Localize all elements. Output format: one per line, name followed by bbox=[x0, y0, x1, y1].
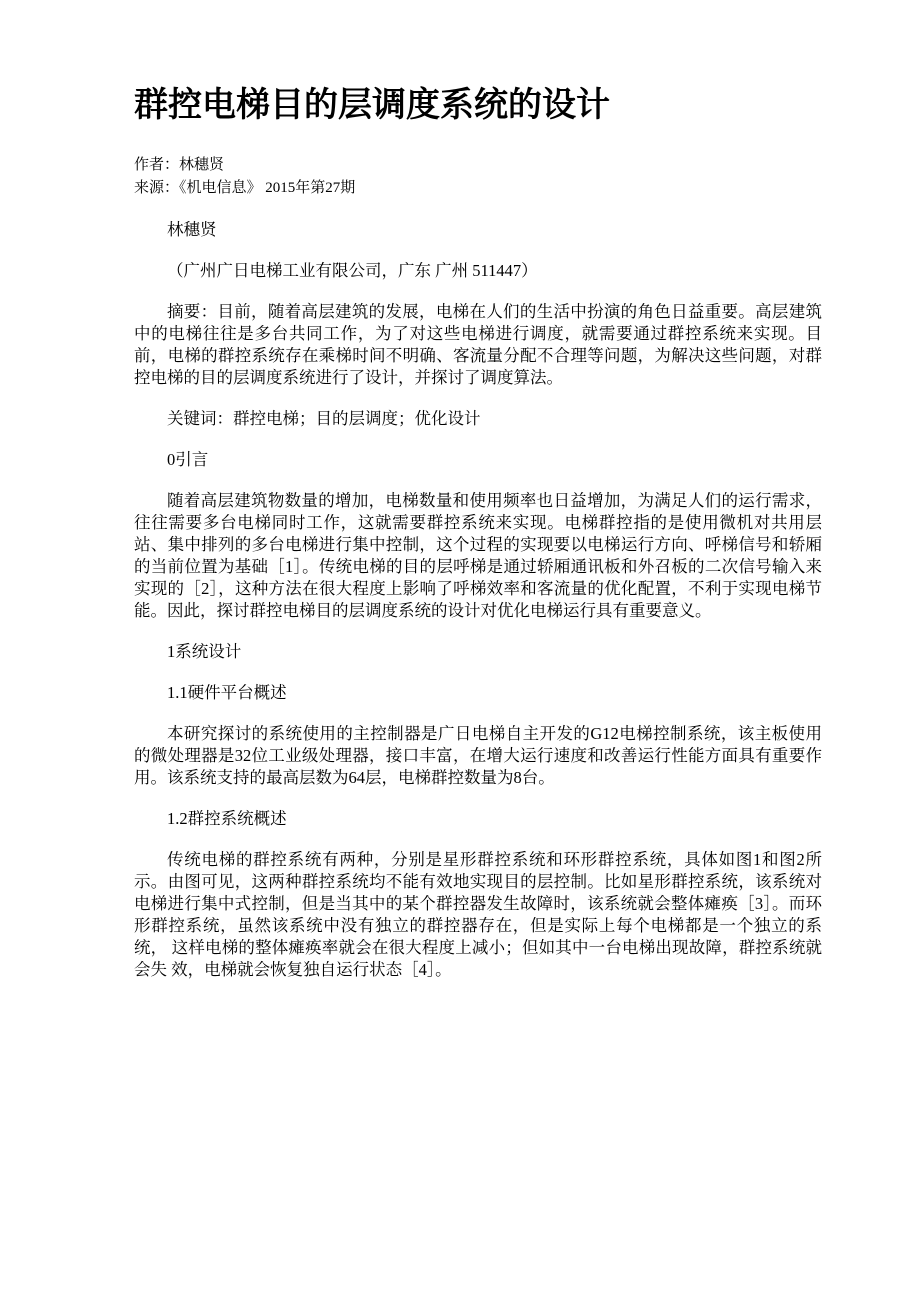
keywords-line: 关键词：群控电梯；目的层调度；优化设计 bbox=[167, 409, 481, 428]
article-content bbox=[134, 85, 822, 981]
section-heading-system-design: 1系统设计 bbox=[167, 642, 242, 661]
section-heading-introduction: 0引言 bbox=[167, 450, 209, 469]
byline: 林穗贤 bbox=[167, 220, 217, 239]
article-meta bbox=[134, 154, 822, 200]
section-paragraph-introduction: 随着高层建筑物数量的增加，电梯数量和使用频率也日益增加，为满足人们的运行需求，往往需要多台电梯同时工作，这就需要群控系统来实现。电梯群控指的是使用微机对共用层站、集中排列的多台电梯进行集中控制，这个过程的实现要以电梯运行方向、呼梯信号和轿厢的当前位置为基础［1］。传统电梯的目的层呼梯是通过轿厢通讯板和外召板的二次信号输入来实现的［2］，这种方法在很大程度上影响了呼梯效率和客流量的优化配置，不利于实现电梯节能。因此，探讨群控电梯目的层调度系统的设计对优化电梯运行具有重要意义。 bbox=[134, 491, 822, 620]
meta-source-line: 来源：《机电信息》 2015年第27期 bbox=[134, 180, 356, 196]
section-heading-hardware-platform: 1.1硬件平台概述 bbox=[167, 683, 287, 702]
abstract-paragraph: 摘要：目前，随着高层建筑的发展，电梯在人们的生活中扮演的角色日益重要。高层建筑中的电梯往往是多台共同工作，为了对这些电梯进行调度，就需要通过群控系统来实现。目前，电梯的群控系统存在乘梯时间不明确、客流量分配不合理等问题，为解决这些问题，对群控电梯的目的层调度系统进行了设计，并探讨了调度算法。 bbox=[134, 302, 822, 387]
section-heading-group-control-overview: 1.2群控系统概述 bbox=[167, 809, 287, 828]
meta-author-line: 作者：林穗贤 bbox=[134, 157, 225, 173]
affiliation: （广州广日电梯工业有限公司，广东 广州 511447） bbox=[167, 261, 538, 280]
article-title: 群控电梯目的层调度系统的设计 bbox=[134, 86, 610, 124]
section-paragraph-hardware-platform: 本研究探讨的系统使用的主控制器是广日电梯自主开发的G12电梯控制系统，该主板使用 的微处理器是32位工业级处理器，接口丰富，在增大运行速度和改善运行性能方面具有重要作用。该系统支持的最高层数为64层，电梯群控数量为8台。 bbox=[134, 724, 822, 787]
section-paragraph-group-control-overview: 传统电梯的群控系统有两种，分别是星形群控系统和环形群控系统，具体如图1和图2所 示。由图可见，这两种群控系统均不能有效地实现目的层控制。比如星形群控系统，该系统对 电梯进行集中式控制，但是当其中的某个群控器发生故障时，该系统就会整体瘫痪［3］。而环 形群控系统，虽然该系统中没有独立的群控器存在，但是实际上每个电梯都是一个独立的系统， 这样电梯的整体瘫痪率就会在很大程度上减小；但如其中一台电梯出现故障，群控系统就会失 效，电梯就会恢复独自运行状态［4］。 bbox=[134, 850, 822, 979]
